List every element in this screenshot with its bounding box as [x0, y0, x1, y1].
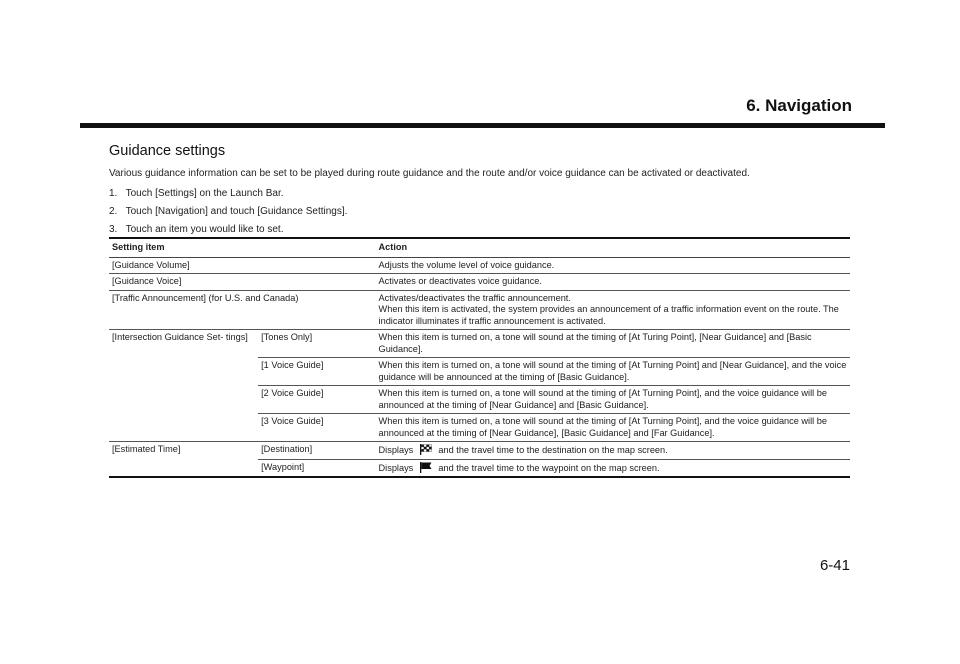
- intro-text: Various guidance information can be set to be played during route guidance and the route and/or voice guidance can be activated or deactivated.: [109, 168, 750, 179]
- step-number: 2.: [109, 206, 118, 217]
- action-header: Action: [376, 238, 850, 257]
- table-row: [109, 442, 850, 460]
- table-row: [109, 257, 850, 274]
- table-row: [109, 274, 850, 291]
- checkered-flag-icon: [419, 444, 433, 455]
- step-item: [109, 206, 347, 217]
- setting-item-header: Setting item: [109, 238, 376, 257]
- action-cell: When this item is turned on, a tone will sound at the timing of [At Turing Point], [Near Guidance] and [Basic Guidance].: [376, 330, 850, 358]
- action-detail-text: When this item is activated, the system provides an announcement of a traffic information event on the route. The indicator illuminates if traffic announcement is activated.: [378, 304, 839, 326]
- setting-cell: [Guidance Volume]: [109, 257, 376, 274]
- action-cell: Activates or deactivates voice guidance.: [376, 274, 850, 291]
- setting-cell: [Estimated Time]: [109, 442, 258, 478]
- chapter-title: 6. Navigation: [746, 96, 852, 115]
- action-cell: Adjusts the volume level of voice guidance.: [376, 257, 850, 274]
- option-cell: [1 Voice Guide]: [258, 358, 375, 386]
- step-text: Touch [Settings] on the Launch Bar.: [125, 188, 284, 199]
- table-header-row: [109, 238, 850, 257]
- page-number: 6-41: [819, 557, 850, 574]
- action-suffix: and the travel time to the waypoint on the map screen.: [438, 462, 660, 473]
- option-cell: [Destination]: [258, 442, 375, 460]
- guidance-settings-table: [109, 237, 850, 478]
- table-row: [109, 330, 850, 358]
- action-suffix: and the travel time to the destination on the map screen.: [438, 445, 668, 455]
- step-text: Touch an item you would like to set.: [125, 224, 284, 235]
- step-item: [109, 188, 284, 199]
- setting-cell: [Guidance Voice]: [109, 274, 376, 291]
- action-main-text: Activates/deactivates the traffic announcement.: [378, 292, 571, 303]
- option-cell: [Waypoint]: [258, 459, 375, 477]
- waypoint-flag-icon: [419, 462, 433, 473]
- action-cell: When this item is turned on, a tone will sound at the timing of [At Turning Point], and the voice guidance will be announced at the timing of [Near Guidance] and [Basic Guidance].: [376, 386, 850, 414]
- setting-cell: [Traffic Announcement] (for U.S. and Canada): [109, 290, 376, 330]
- step-item: [109, 224, 283, 235]
- option-cell: [Tones Only]: [258, 330, 375, 358]
- action-cell: When this item is turned on, a tone will sound at the timing of [At Turning Point] and [Near Guidance], and the voice guidance will be announced at the timing of [Basic Guidance].: [376, 358, 850, 386]
- table-row: [109, 290, 850, 330]
- chapter-rule: [80, 123, 885, 128]
- option-cell: [2 Voice Guide]: [258, 386, 375, 414]
- action-cell: [376, 459, 850, 477]
- action-cell: When this item is turned on, a tone will sound at the timing of [At Turning Point], and the voice guidance will be announced at the timing of [Near Guidance], [Basic Guidance] and [Far Guidance].: [376, 414, 850, 442]
- setting-cell: [Intersection Guidance Set- tings]: [109, 330, 258, 442]
- step-text: Touch [Navigation] and touch [Guidance Settings].: [125, 206, 348, 217]
- action-prefix: Displays: [378, 462, 414, 473]
- step-number: 1.: [109, 188, 118, 199]
- action-prefix: Displays: [378, 445, 414, 455]
- action-cell: [376, 290, 850, 330]
- step-number: 3.: [109, 224, 118, 235]
- section-title: Guidance settings: [109, 143, 226, 159]
- action-cell: [376, 442, 850, 460]
- option-cell: [3 Voice Guide]: [258, 414, 375, 442]
